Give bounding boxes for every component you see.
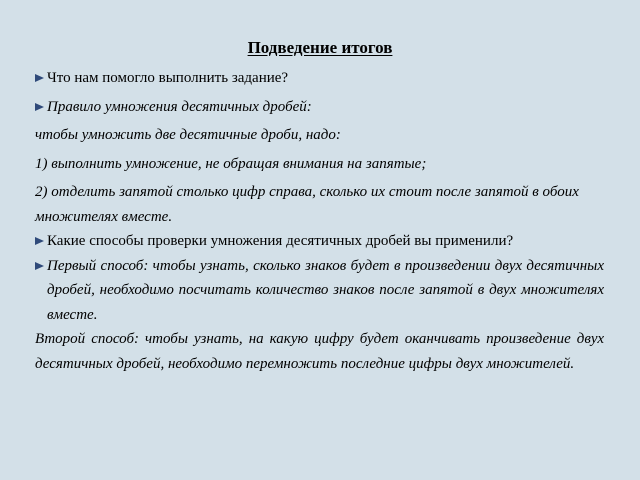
question-2-text: Какие способы проверки умножения десятичных дробей вы применили? [47, 233, 514, 249]
slide-body [35, 66, 604, 376]
rule-heading-text: Правило умножения десятичных дробей: [47, 98, 312, 115]
method-1-text: Первый способ: чтобы узнать, сколько знаков будет в произведении двух десятичных дробей, необходимо посчитать количество знаков после запятой в двух множителях вместе. [47, 257, 604, 323]
method-2: Второй способ: чтобы узнать, на какую цифру будет оканчивать произведение двух десятичных дробей, необходимо перемножить последние цифры двух множителей. [35, 331, 604, 372]
arrow-bullet-icon [35, 103, 44, 111]
rule-intro: чтобы умножить две десятичные дроби, надо: [35, 127, 341, 143]
question-1-text: Что нам помогло выполнить задание? [47, 70, 289, 86]
question-2 [35, 229, 604, 254]
method-1 [35, 254, 604, 328]
arrow-bullet-icon [35, 74, 44, 82]
slide-title: Подведение итогов [247, 38, 393, 57]
rule-heading [35, 95, 604, 120]
arrow-bullet-icon [35, 262, 44, 270]
rule-step-1: 1) выполнить умножение, не обращая внимания на запятые; [35, 155, 427, 172]
rule-step-2: 2) отделить запятой столько цифр справа, сколько их стоит после запятой в обоих множителях вместе. [35, 184, 579, 225]
arrow-bullet-icon [35, 237, 44, 245]
question-1 [35, 66, 604, 91]
